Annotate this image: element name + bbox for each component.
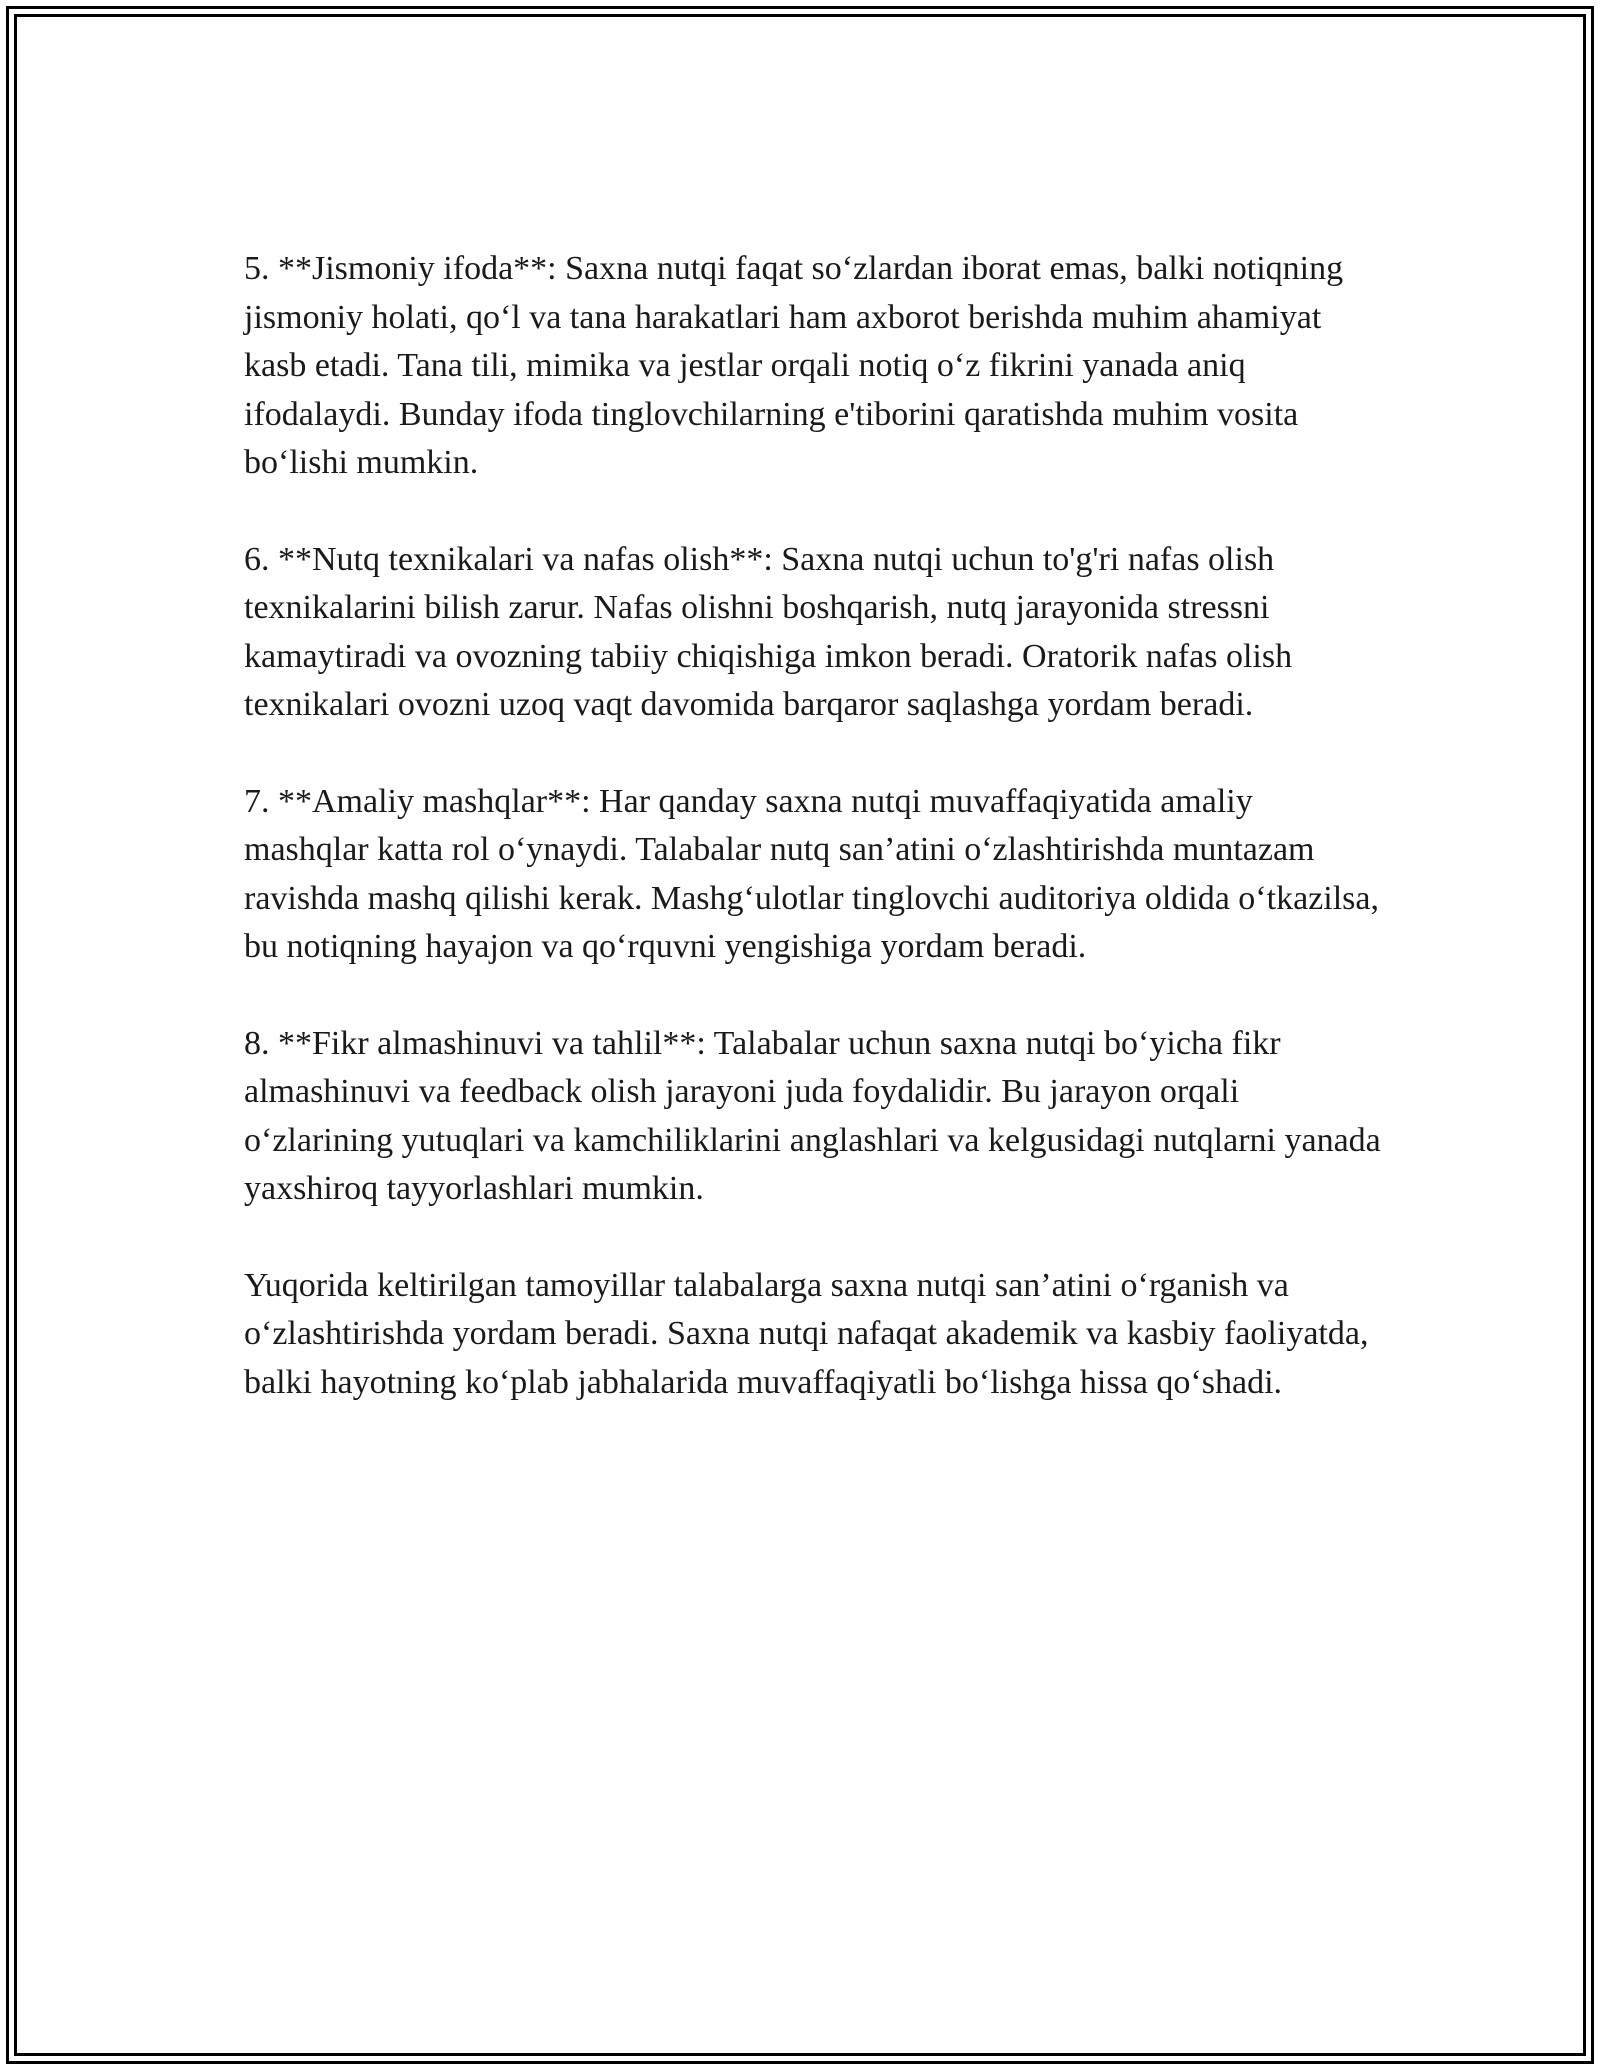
paragraph-nutq-texnikalari: 6. **Nutq texnikalari va nafas olish**: Saxna nutqi uchun to'g'ri nafas olish texnikalarini bilish zarur. Nafas olishni boshqarish, nutq jarayonida stressni kamaytiradi va ovozning tabiiy chiqishiga imkon beradi. Oratorik nafas olish texnikalari ovozni uzoq vaqt davomida barqaror saqlashga yordam beradi. xyxy=(244,540,1293,723)
page-frame xyxy=(6,6,1594,2064)
document-body xyxy=(244,245,1384,1407)
paragraph-amaliy-mashqlar: 7. **Amaliy mashqlar**: Har qanday saxna nutqi muvaffaqiyatida amaliy mashqlar katta rol o‘ynaydi. Talabalar nutq san’atini o‘zlashtirishda muntazam ravishda mashq qilishi kerak. Mashg‘ulotlar tinglovchi auditoriya oldida o‘tkazilsa, bu notiqning hayajon va qo‘rquvni yengishiga yordam beradi. xyxy=(244,782,1379,965)
paragraph-conclusion: Yuqorida keltirilgan tamoyillar talabalarga saxna nutqi san’atini o‘rganish va o‘zlashtirishda yordam beradi. Saxna nutqi nafaqat akademik va kasbiy faoliyatda, balki hayotning ko‘plab jabhalarida muvaffaqiyatli bo‘lishga hissa qo‘shadi. xyxy=(244,1266,1369,1401)
paragraph-fikr-almashinuvi: 8. **Fikr almashinuvi va tahlil**: Talabalar uchun saxna nutqi bo‘yicha fikr almashinuvi va feedback olish jarayoni juda foydalidir. Bu jarayon orqali o‘zlarining yutuqlari va kamchiliklarini anglashlari va kelgusidagi nutqlarni yanada yaxshiroq tayyorlashlari mumkin. xyxy=(244,1024,1381,1207)
paragraph-jismoniy-ifoda: 5. **Jismoniy ifoda**: Saxna nutqi faqat so‘zlardan iborat emas, balki notiqning jismoniy holati, qo‘l va tana harakatlari ham axborot berishda muhim ahamiyat kasb etadi. Tana tili, mimika va jestlar orqali notiq o‘z fikrini yanada aniq ifodalaydi. Bunday ifoda tinglovchilarning e'tiborini qaratishda muhim vosita bo‘lishi mumkin. xyxy=(244,250,1344,481)
